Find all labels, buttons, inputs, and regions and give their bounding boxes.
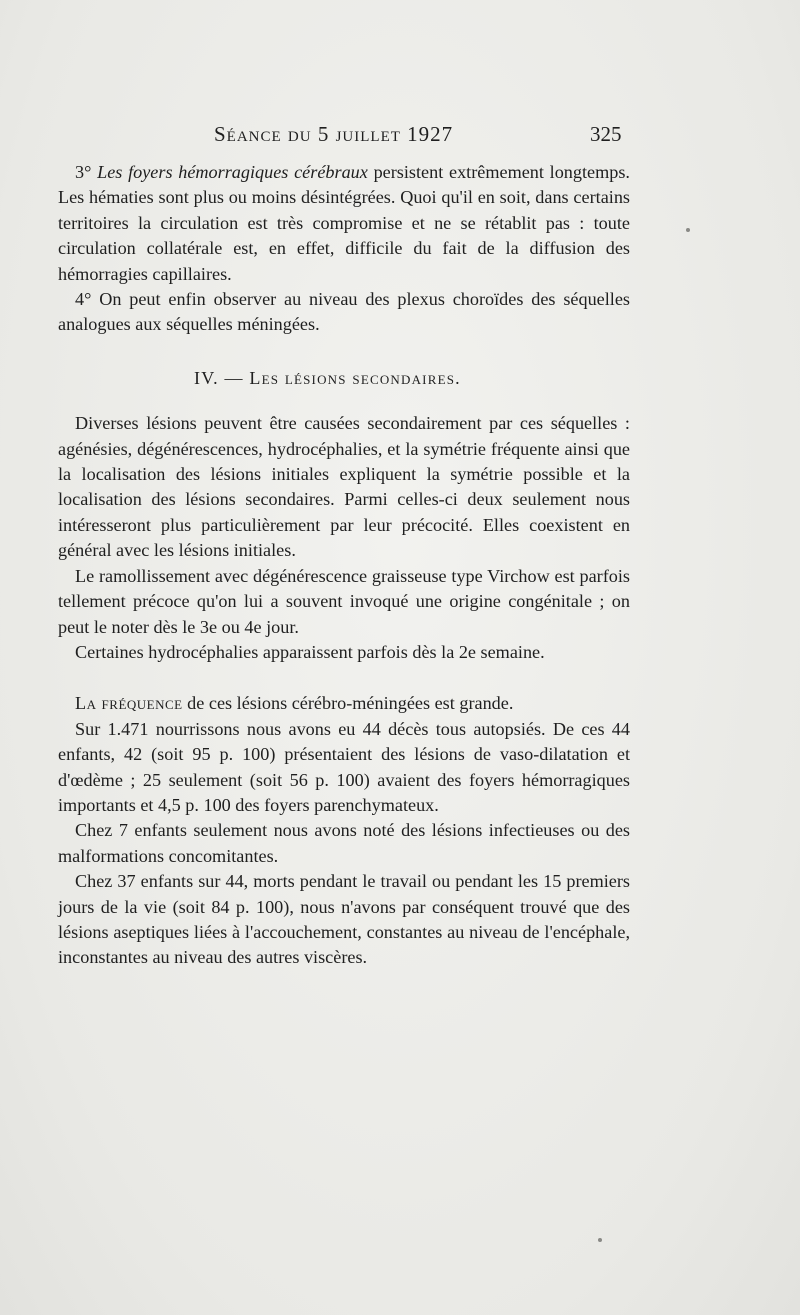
italic-term: Les foyers hémorragiques cérébraux: [97, 162, 368, 182]
paper-speck: [598, 1238, 602, 1242]
paragraph-hydrocephalies: Certaines hydrocéphalies apparaissent parfois dès la 2e semaine.: [75, 641, 545, 662]
paper-speck: [686, 228, 690, 232]
paragraph-statistiques: Sur 1.471 nourrissons nous avons eu 44 décès tous autopsiés. De ces 44 enfants, 42 (soit 95 p. 100) présentaient des lésions de vaso-dilatation et d'œdème ; 25 seulement (soit 56 p. 100) avaient des foyers hémorragiques importants et 4,5 p. 100 des foyers parenchymateux.: [58, 718, 630, 815]
running-head: Séance du 5 juillet 1927: [214, 122, 454, 146]
smallcaps-lead: La fréquence: [75, 693, 183, 714]
paragraph-text: de ces lésions cérébro-méningées est grande.: [182, 693, 514, 714]
page-number: 325: [590, 122, 622, 146]
paragraph-number: 3°: [75, 162, 98, 182]
paragraph-frequence: [58, 691, 630, 716]
paragraph-infections: Chez 7 enfants seulement nous avons noté des lésions infectieuses ou des malformations concomitantes.: [58, 820, 630, 866]
section-heading: IV. — Les lésions secondaires.: [194, 367, 461, 388]
paragraph-foyers-hemorragiques: [58, 160, 630, 287]
paragraph-diverses-lesions: Diverses lésions peuvent être causées secondairement par ces séquelles : agénésies, dégénérescences, hydrocéphalies, et la symétrie fréquente ainsi que la localisation des lésions initiales expliquent la symétrie possible et la localisation des lésions secondaires. Parmi celles-ci deux seulement nous intéresseront plus particulièrement par leur précocité. Elles coexistent en général avec les lésions initiales.: [58, 413, 630, 561]
paragraph-plexus-choroides: 4° On peut enfin observer au niveau des plexus choroïdes des séquelles analogues aux séquelles méningées.: [58, 289, 630, 335]
page-header: [0, 122, 800, 152]
paragraph-ramollissement: Le ramollissement avec dégénérescence graisseuse type Virchow est parfois tellement précoce qu'on lui a souvent invoqué une origine congénitale ; on peut le noter dès le 3e ou 4e jour.: [58, 565, 630, 637]
paragraph-text: persistent extrêmement longtemps. Les hématies sont plus ou moins désintégrées. Quoi qu'il en soit, dans certains territoires la circulation est très compromise et ne se rétablit pas : toute circulation collatérale est, en effet, difficile du fait de la diffusion des hémorragies capillaires.: [58, 162, 630, 284]
paragraph-conclusion: Chez 37 enfants sur 44, morts pendant le travail ou pendant les 15 premiers jours de la vie (soit 84 p. 100), nous n'avons par conséquent trouvé que des lésions aseptiques liées à l'accouchement, constantes au niveau de l'encéphale, inconstantes au niveau des autres viscères.: [58, 871, 630, 968]
body-text: [58, 160, 630, 971]
